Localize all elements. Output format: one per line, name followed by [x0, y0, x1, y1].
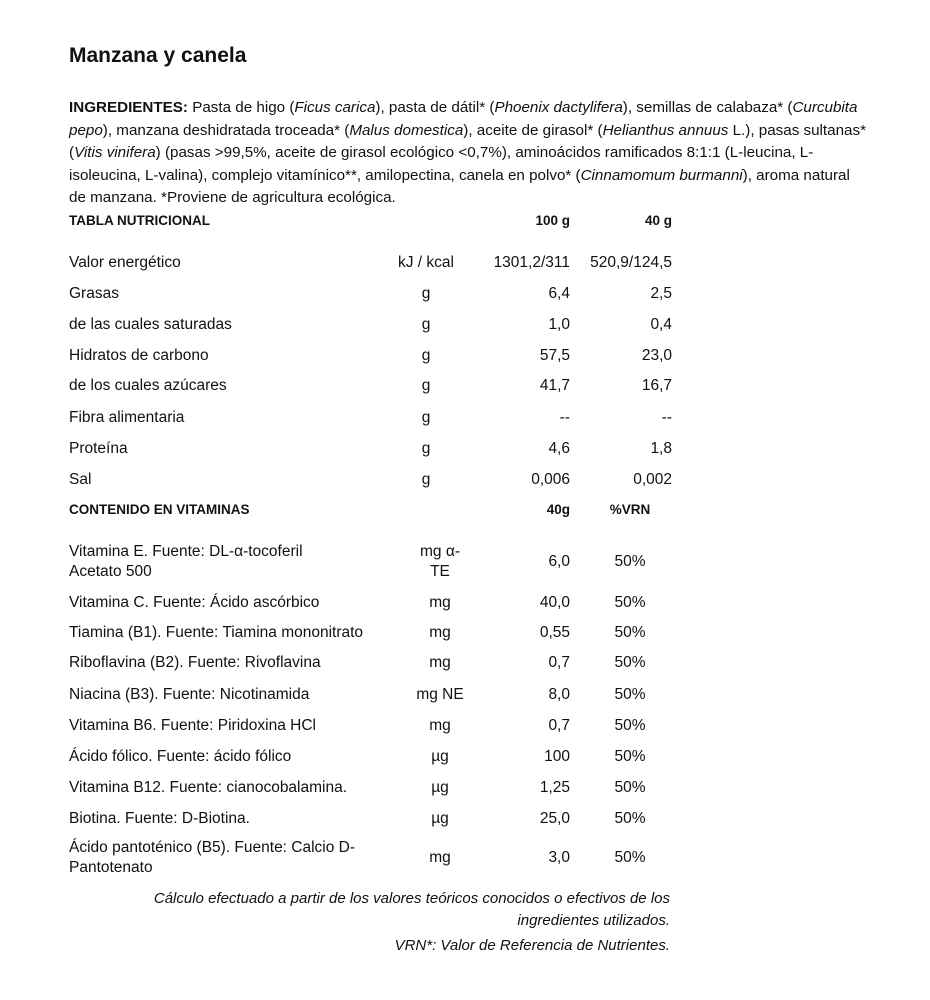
ingredient-scientific-name: Cinnamomum burmanni: [580, 166, 743, 184]
nutrient-value-40g: 0,002: [633, 471, 672, 488]
nutrient-name: Valor energético: [69, 254, 181, 271]
ingredient-text-segment: ), manzana deshidratada troceada* (: [102, 121, 350, 139]
vitamin-vrn-percent: 50%: [614, 654, 646, 671]
vitamin-vrn-percent: 50%: [614, 594, 646, 611]
nutrient-unit: g: [421, 347, 431, 364]
vitamin-vrn-percent: 50%: [614, 553, 646, 570]
nutrient-value-40g: 23,0: [641, 347, 672, 364]
nutrient-value-40g: --: [661, 409, 672, 426]
nutrient-name: Sal: [69, 471, 92, 488]
nutrient-value-100g: 57,5: [539, 347, 570, 364]
vitamin-amount-40g: 0,7: [548, 717, 570, 734]
ingredients-text: [69, 99, 866, 206]
ingredient-scientific-name: Curcubita pepo: [69, 99, 858, 139]
ingredient-text-segment: ) (pasas >99,5%, aceite de girasol ecológico <0,7%), aminoácidos ramificados 8:1:1 (L-leucina, L-isoleucina, L-valina), complejo vitamínico**, amilopectina, canela en polvo* (: [69, 144, 814, 184]
nutrient-name: Hidratos de carbono: [69, 347, 209, 364]
nutrient-value-40g: 16,7: [641, 377, 672, 394]
nutrient-value-100g: 41,7: [539, 377, 570, 394]
vitamin-unit: µg: [431, 779, 449, 796]
vitamin-amount-40g: 25,0: [539, 810, 570, 827]
ingredient-text-segment: ), aroma natural de manzana. *Proviene de agricultura ecológica.: [69, 166, 850, 206]
vitamin-unit: mg: [429, 849, 451, 866]
nutrient-value-100g: 1,0: [548, 316, 570, 333]
vitamin-amount-40g: 0,55: [539, 624, 570, 641]
ingredient-scientific-name: Helianthus annuus: [602, 121, 729, 139]
ingredient-text-segment: L.), pasas sultanas* (: [69, 121, 866, 161]
ingredient-scientific-name: Ficus carica: [294, 99, 376, 116]
vitamin-unit: µg: [431, 810, 449, 827]
vitamin-amount-40g: 100: [544, 748, 570, 765]
vitamin-amount-40g: 3,0: [548, 849, 570, 866]
nutrient-name: Fibra alimentaria: [69, 409, 185, 426]
vitamin-unit: mg: [429, 654, 451, 671]
vitamin-vrn-percent: 50%: [614, 810, 646, 827]
vitamin-amount-40g: 0,7: [548, 654, 570, 671]
nutrient-name: de los cuales azúcares: [69, 377, 227, 394]
ingredient-text-segment: ), aceite de girasol* (: [463, 121, 603, 139]
vitamin-amount-40g: 40,0: [539, 594, 570, 611]
nutrient-name: de las cuales saturadas: [69, 316, 232, 333]
nutrient-value-40g: 520,9/124,5: [590, 254, 672, 271]
column-header-vrn: %VRN: [609, 502, 651, 517]
vitamin-name: Ácido pantoténico (B5). Fuente: Calcio D-Pantotenato: [69, 839, 356, 876]
nutrient-unit: g: [421, 471, 431, 488]
nutrient-unit: g: [421, 377, 431, 394]
ingredient-scientific-name: Phoenix dactylifera: [494, 99, 623, 116]
nutrient-name: Grasas: [69, 285, 119, 302]
vitamin-amount-40g: 6,0: [548, 553, 570, 570]
vitamin-unit: mg NE: [416, 686, 464, 703]
ingredient-scientific-name: Vitis vinifera: [74, 144, 156, 161]
vitamin-vrn-percent: 50%: [614, 748, 646, 765]
nutrient-value-100g: 1301,2/311: [493, 254, 570, 271]
nutrient-value-40g: 0,4: [650, 316, 672, 333]
nutrient-name: Proteína: [69, 440, 128, 457]
vitamin-vrn-percent: 50%: [614, 717, 646, 734]
nutrient-unit: g: [421, 409, 431, 426]
vitamin-name: Riboflavina (B2). Fuente: Rivoflavina: [69, 654, 321, 671]
column-header-40g-vitamins: 40g: [546, 502, 570, 517]
nutrient-unit: g: [421, 285, 431, 302]
vitamin-name: Niacina (B3). Fuente: Nicotinamida: [69, 686, 310, 703]
vitamin-amount-40g: 8,0: [548, 686, 570, 703]
vitamin-name: Vitamina B6. Fuente: Piridoxina HCl: [69, 717, 316, 734]
ingredient-text-segment: ), semillas de calabaza* (: [622, 99, 793, 116]
nutrient-value-100g: 6,4: [548, 285, 570, 302]
vitamin-vrn-percent: 50%: [614, 686, 646, 703]
vitamin-name: Vitamina E. Fuente: DL-α-tocoferil Acetato 500: [69, 543, 303, 580]
nutrient-unit: g: [421, 440, 431, 457]
vitamin-unit: mg: [429, 624, 451, 641]
vitamin-unit: µg: [431, 748, 449, 765]
product-title: Manzana y canela: [69, 44, 247, 67]
column-header-40g: 40 g: [644, 213, 672, 228]
vitamin-unit: mg: [429, 594, 451, 611]
vitamin-unit: mg: [429, 717, 451, 734]
vitamin-name: Tiamina (B1). Fuente: Tiamina mononitrato: [69, 624, 364, 641]
column-header-100g: 100 g: [535, 213, 570, 228]
ingredients-label: INGREDIENTES:: [69, 99, 188, 116]
nutrient-value-100g: 4,6: [548, 440, 570, 457]
vitamin-name: Ácido fólico. Fuente: ácido fólico: [69, 748, 292, 765]
vitamins-table-header: CONTENIDO EN VITAMINAS: [69, 502, 250, 517]
vitamin-amount-40g: 1,25: [539, 779, 570, 796]
calculation-footnote: Cálculo efectuado a partir de los valores teóricos conocidos o efectivos de los ingredientes utilizados.: [153, 890, 670, 929]
nutrient-value-100g: --: [559, 409, 570, 426]
vrn-footnote: VRN*: Valor de Referencia de Nutrientes.: [394, 937, 670, 954]
vitamin-vrn-percent: 50%: [614, 849, 646, 866]
ingredient-text-segment: Pasta de higo (: [192, 99, 295, 116]
nutrient-value-40g: 2,5: [650, 285, 672, 302]
vitamin-name: Vitamina C. Fuente: Ácido ascórbico: [69, 594, 320, 611]
vitamin-vrn-percent: 50%: [614, 624, 646, 641]
ingredients-paragraph: [69, 97, 869, 210]
nutrient-unit: kJ / kcal: [398, 254, 454, 271]
vitamin-vrn-percent: 50%: [614, 779, 646, 796]
nutrition-table-header: TABLA NUTRICIONAL: [69, 213, 210, 228]
vitamin-name: Biotina. Fuente: D-Biotina.: [69, 810, 250, 827]
ingredient-text-segment: ), pasta de dátil* (: [375, 99, 495, 116]
nutrient-unit: g: [421, 316, 431, 333]
ingredient-scientific-name: Malus domestica: [349, 121, 464, 139]
nutrient-value-100g: 0,006: [531, 471, 570, 488]
vitamin-name: Vitamina B12. Fuente: cianocobalamina.: [69, 779, 348, 796]
vitamin-unit: mg α-TE: [420, 543, 460, 580]
nutrient-value-40g: 1,8: [650, 440, 672, 457]
